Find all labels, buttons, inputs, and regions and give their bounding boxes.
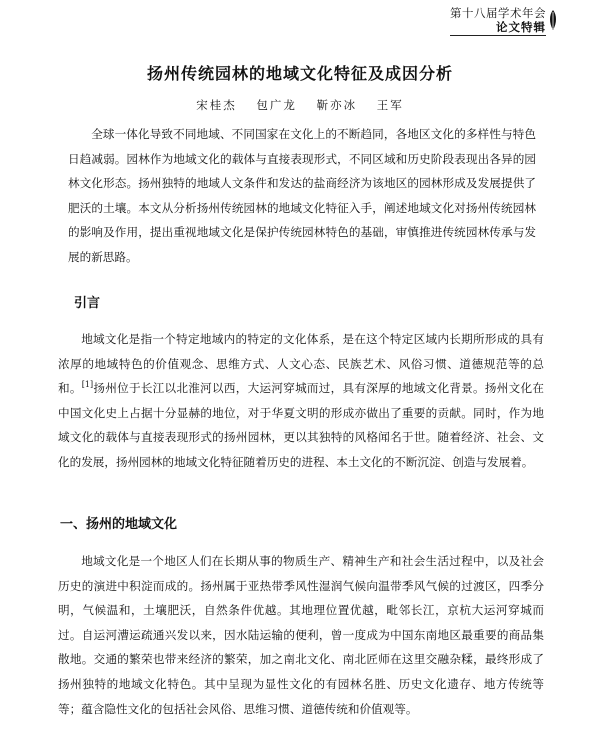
section-label: 论文特辑 <box>496 20 546 34</box>
abstract-paragraph: 全球一体化导致不同地域、不同国家在文化上的不断趋同，各地区文化的多样性与特色日趋减弱。园林作为地域文化的载体与直接表现形式，不同区域和历史阶段表现出各异的园林文化形态。扬州独特的地域人文条件和发达的盐商经济为该地区的园林形成及发展提供了肥沃的土壤。本文从分析扬州传统园林的地域文化特征入手，阐述地域文化对扬州传统园林的影响及作用，提出重视地域文化是保护传统园林特色的基础，审慎推进传统园林传承与发展的新思路。 <box>68 127 536 264</box>
author-list <box>0 97 600 113</box>
intro-text-b: 扬州位于长江以北淮河以西，大运河穿城而过，具有深厚的地域文化背景。扬州文化在中国文化史上占据十分显赫的地位，对于华夏文明的形成亦做出了重要的贡献。同时，作为地域文化的载体与直接表现形式的扬州园林，更以其独特的风格闻名于世。随着经济、社会、文化的发展，扬州园林的地域文化特征随着历史的进程、本土文化的不断沉淀、创造与发展着。 <box>58 381 544 469</box>
reference-marker: [1] <box>81 380 94 390</box>
conference-label: 第十八届学术年会 <box>450 6 546 20</box>
section-heading: 一、扬州的地域文化 <box>60 517 178 532</box>
author-name: 靳亦冰 <box>316 98 358 112</box>
journal-header <box>450 6 546 36</box>
paper-title: 扬州传统园林的地域文化特征及成因分析 <box>146 64 453 83</box>
intro-text-a: 地域文化是指一个特定地域内的特定的文化体系，是在这个特定区域内长期所形成的具有浓厚的地域特色的价值观念、思维方式、人文心态、民族艺术、风俗习惯、道德规范等的总和。 <box>58 332 544 396</box>
header-rule <box>450 35 546 36</box>
author-name: 王军 <box>376 98 404 112</box>
intro-paragraph <box>58 327 544 475</box>
intro-heading: 引言 <box>74 296 101 311</box>
section-paragraph: 地域文化是一个地区人们在长期从事的物质生产、精神生产和社会生活过程中，以及社会历史的演进中积淀而成的。扬州属于亚热带季风性湿润气候向温带季风气候的过渡区，四季分明，气候温和，土壤肥沃，自然条件优越。其地理位置优越，毗邻长江，京杭大运河穿城而过。自运河漕运疏通兴发以来，因水陆运输的便利，曾一度成为中国东南地区最重要的商品集散地。交通的繁荣也带来经济的繁荣，加之南北文化、南北匠师在这里交融杂糅，最终形成了扬州独特的地域文化特色。其中呈现为显性文化的有园林名胜、历史文化遗存、地方传统等等；蕴含隐性文化的包括社会风俗、思维习惯、道德传统和价值观等。 <box>58 554 544 716</box>
leaf-ornament-icon <box>548 9 558 31</box>
author-name: 宋桂杰 <box>196 98 237 112</box>
author-name: 包广龙 <box>256 98 297 112</box>
